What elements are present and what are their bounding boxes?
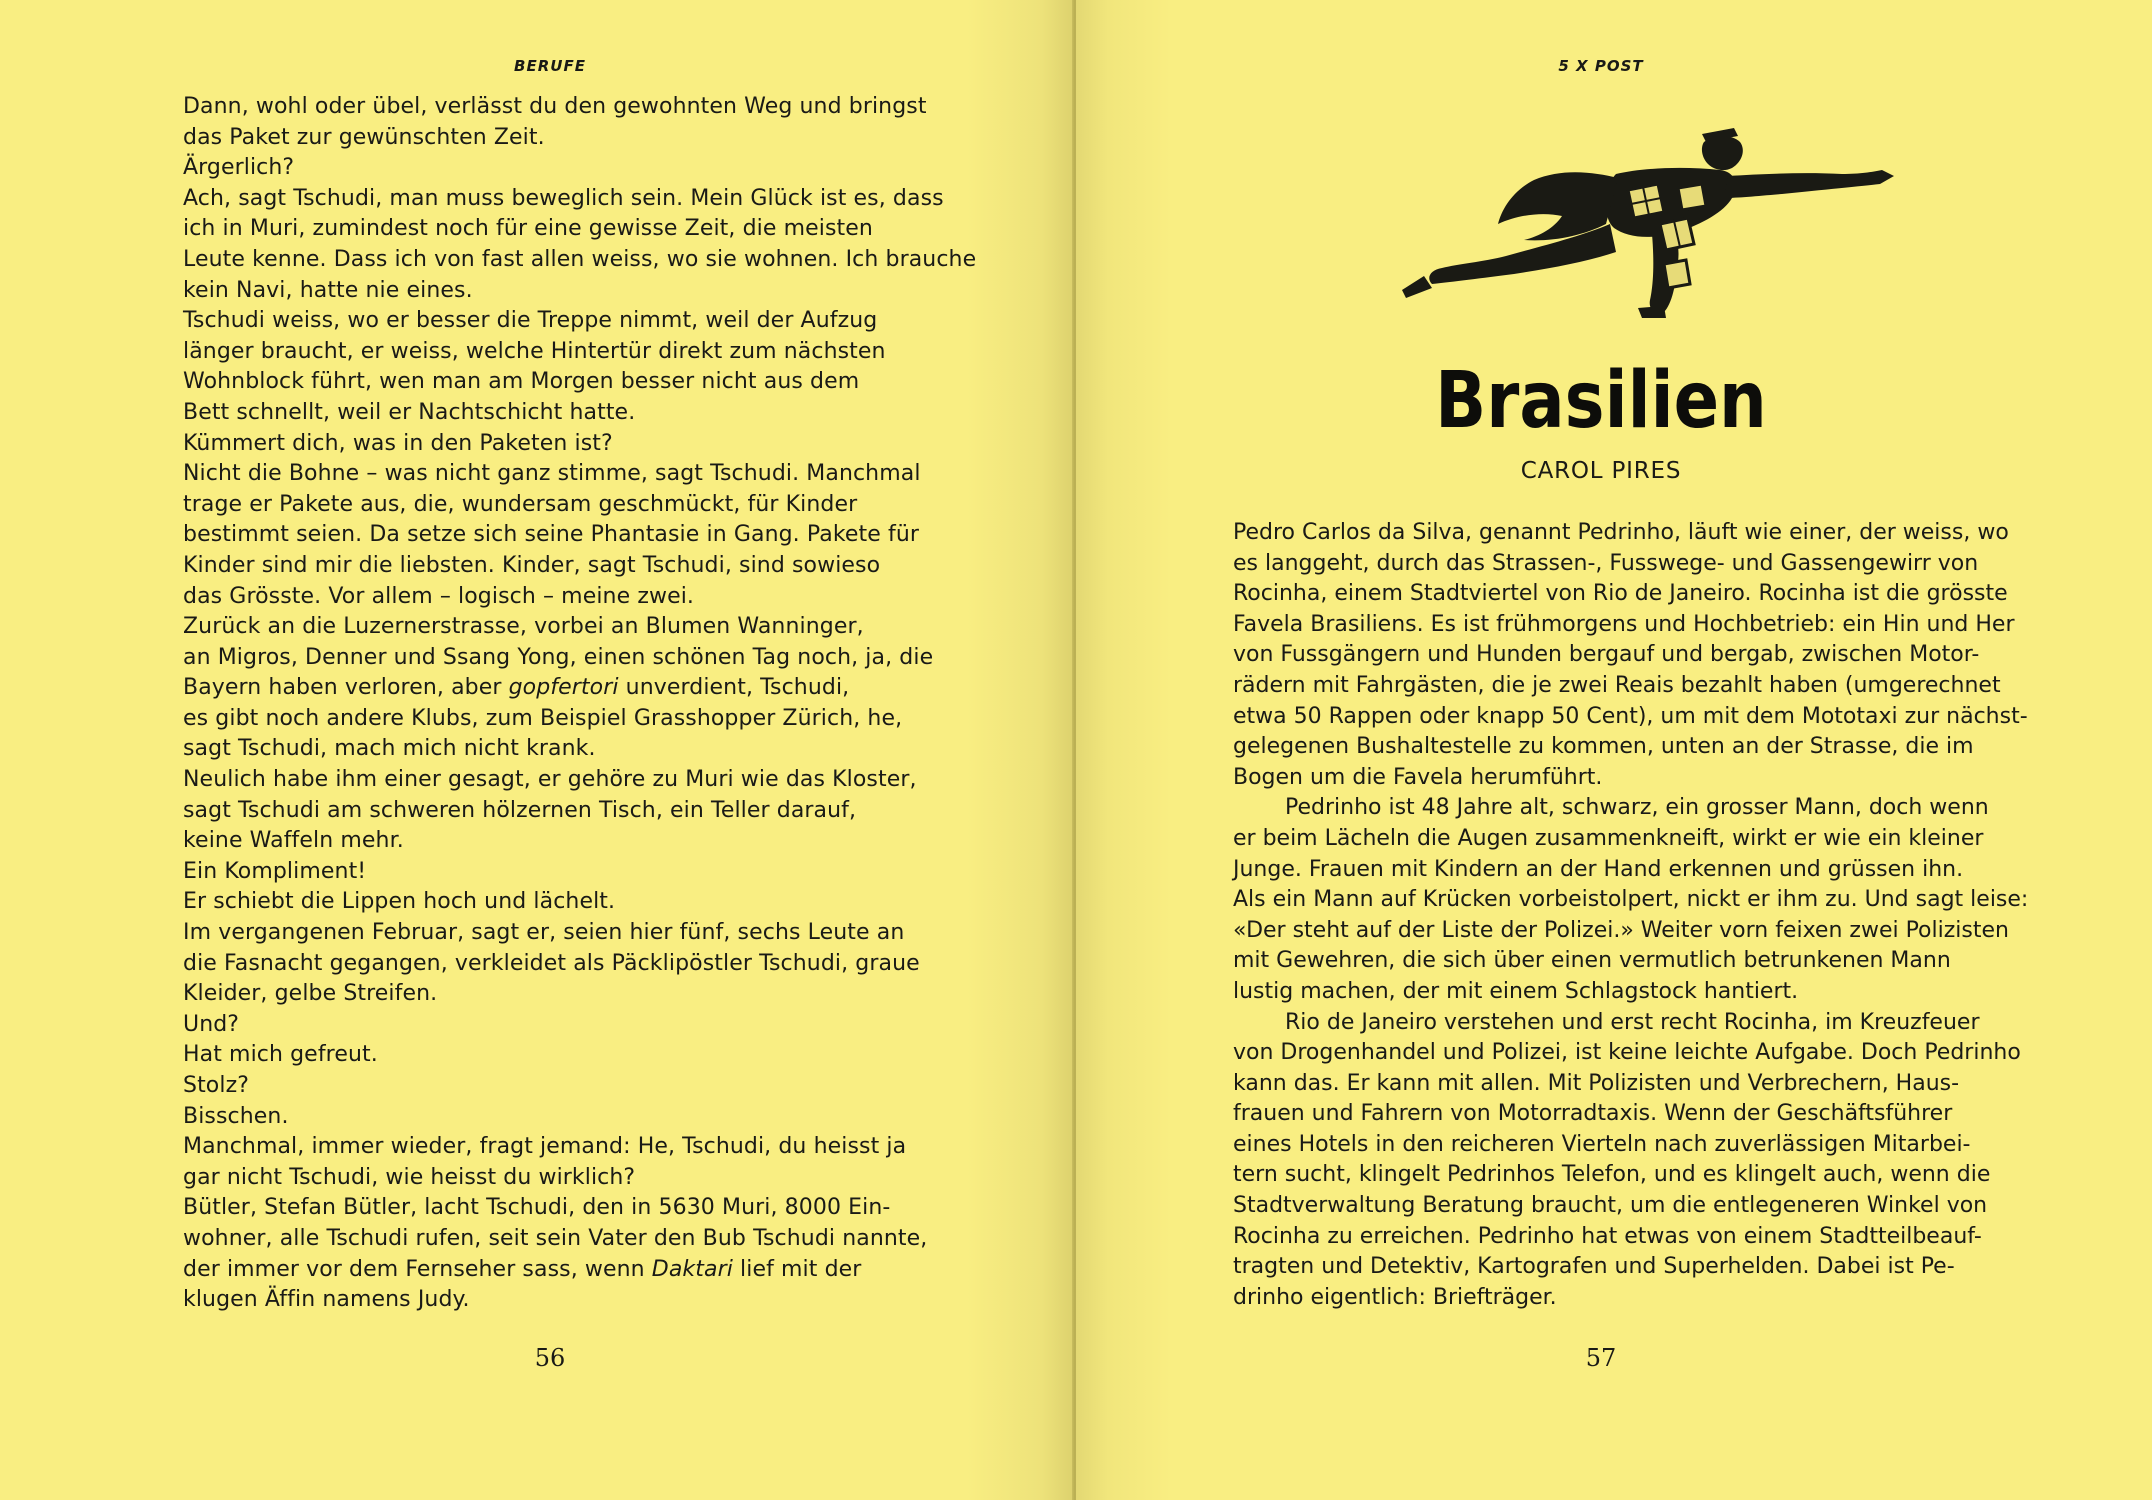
- left-page: [0, 0, 1074, 1500]
- text-line: länger braucht, er weiss, welche Hintertür direkt zum nächsten: [183, 338, 886, 364]
- text-run: lief mit der: [732, 1256, 862, 1282]
- text-line: frauen und Fahrern von Motorradtaxis. Wenn der Geschäftsführer: [1233, 1101, 1953, 1127]
- text-line: Dann, wohl oder übel, verlässt du den gewohnten Weg und bringst: [183, 94, 927, 119]
- text-line: etwa 50 Rappen oder knapp 50 Cent), um mit dem Mototaxi zur nächst-: [1233, 703, 2028, 729]
- running-head-right: 5 X POST: [1558, 57, 1644, 75]
- text-line: Manchmal, immer wieder, fragt jemand: He, Tschudi, du heisst ja: [183, 1134, 907, 1160]
- text-line: Wohnblock führt, wen man am Morgen besser nicht aus dem: [183, 369, 860, 395]
- text-line: Pedro Carlos da Silva, genannt Pedrinho, läuft wie einer, der weiss, wo: [1233, 520, 2009, 545]
- text-line: Stadtverwaltung Beratung braucht, um die entlegeneren Winkel von: [1233, 1193, 1988, 1219]
- text-line: gar nicht Tschudi, wie heisst du wirklich?: [183, 1164, 636, 1190]
- text-line: tern sucht, klingelt Pedrinhos Telefon, und es klingelt auch, wenn die: [1233, 1162, 1991, 1188]
- text-line: Kümmert dich, was in den Paketen ist?: [183, 430, 613, 456]
- text-line: von Fussgängern und Hunden bergauf und bergab, zwischen Motor-: [1233, 642, 1980, 668]
- page-number-right: 57: [1585, 1344, 1617, 1372]
- text-line: sagt Tschudi am schweren hölzernen Tisch, ein Teller darauf,: [183, 797, 857, 823]
- text-line: Nicht die Bohne – was nicht ganz stimme, sagt Tschudi. Manchmal: [183, 461, 921, 487]
- text-line: [183, 1255, 923, 1286]
- text-line: die Fasnacht gegangen, verkleidet als Päcklipöstler Tschudi, graue: [183, 950, 920, 976]
- text-line: Bisschen.: [183, 1103, 289, 1129]
- left-body-text: [183, 92, 977, 1316]
- article-author: CAROL PIRES: [1520, 458, 1682, 484]
- text-line: «Der steht auf der Liste der Polizei.» Weiter vorn feixen zwei Polizisten: [1233, 917, 2009, 943]
- text-line: Leute kenne. Dass ich von fast allen weiss, wo sie wohnen. Ich brauche: [183, 246, 977, 272]
- text-line: Ein Kompliment!: [183, 858, 367, 884]
- text-line: das Grösste. Vor allem – logisch – meine zwei.: [183, 583, 695, 609]
- flying-postman-illustration: [1402, 128, 1922, 318]
- text-line: bestimmt seien. Da setze sich seine Phantasie in Gang. Pakete für: [183, 522, 920, 548]
- right-body-text: [1233, 518, 2029, 1313]
- text-line: keine Waffeln mehr.: [183, 828, 404, 854]
- text-line: an Migros, Denner und Ssang Yong, einen schönen Tag noch, ja, die: [183, 644, 934, 670]
- italic-term: gopfertori: [508, 675, 619, 701]
- text-line: er beim Lächeln die Augen zusammenkneift, wirkt er wie ein kleiner: [1233, 825, 1984, 851]
- text-line: wohner, alle Tschudi rufen, seit sein Vater den Bub Tschudi nannte,: [183, 1225, 928, 1251]
- running-head-left: BERUFE: [514, 57, 586, 75]
- text-line: trage er Pakete aus, die, wundersam geschmückt, für Kinder: [183, 491, 858, 517]
- text-line: ich in Muri, zumindest noch für eine gewisse Zeit, die meisten: [183, 216, 873, 242]
- text-line: Kleider, gelbe Streifen.: [183, 981, 438, 1007]
- text-line: Ärgerlich?: [183, 155, 295, 181]
- text-line: Als ein Mann auf Krücken vorbeistolpert, nickt er ihm zu. Und sagt leise:: [1233, 887, 2029, 913]
- text-line: gelegenen Bushaltestelle zu kommen, unten an der Strasse, die im: [1233, 734, 1974, 760]
- text-line: mit Gewehren, die sich über einen vermutlich betrunkenen Mann: [1233, 948, 1951, 974]
- text-line: Pedrinho ist 48 Jahre alt, schwarz, ein grosser Mann, doch wenn: [1285, 795, 1989, 821]
- text-line: Rio de Janeiro verstehen und erst recht Rocinha, im Kreuzfeuer: [1285, 1009, 1980, 1035]
- page-number-left: 56: [534, 1344, 566, 1372]
- text-line: Bütler, Stefan Bütler, lacht Tschudi, den in 5630 Muri, 8000 Ein-: [183, 1195, 891, 1221]
- text-run: Bayern haben verloren, aber: [183, 675, 509, 701]
- text-line: eines Hotels in den reicheren Vierteln nach zuverlässigen Mitarbei-: [1233, 1131, 1971, 1157]
- text-line: Junge. Frauen mit Kindern an der Hand erkennen und grüssen ihn.: [1233, 856, 1964, 882]
- text-line: es langgeht, durch das Strassen-, Fusswege- und Gassengewirr von: [1233, 550, 1979, 576]
- text-line: Tschudi weiss, wo er besser die Treppe nimmt, weil der Aufzug: [183, 308, 878, 334]
- text-line: Bogen um die Favela herumführt.: [1233, 764, 1603, 790]
- italic-term: Daktari: [651, 1256, 733, 1282]
- text-line: das Paket zur gewünschten Zeit.: [183, 124, 545, 150]
- article-title: Brasilien: [1435, 356, 1767, 446]
- text-line: Und?: [183, 1011, 240, 1037]
- text-line: Er schiebt die Lippen hoch und lächelt.: [183, 889, 616, 915]
- text-line: Stolz?: [183, 1073, 249, 1098]
- text-line: Im vergangenen Februar, sagt er, seien hier fünf, sechs Leute an: [183, 920, 905, 946]
- text-line: kann das. Er kann mit allen. Mit Polizisten und Verbrechern, Haus-: [1233, 1070, 1960, 1096]
- text-line: Zurück an die Luzernerstrasse, vorbei an Blumen Wanninger,: [183, 614, 864, 640]
- text-line: Favela Brasiliens. Es ist frühmorgens und Hochbetrieb: ein Hin und Her: [1233, 611, 2015, 637]
- text-line: [183, 673, 923, 704]
- text-line: Kinder sind mir die liebsten. Kinder, sagt Tschudi, sind sowieso: [183, 552, 881, 578]
- text-line: rädern mit Fahrgästen, die je zwei Reais bezahlt haben (umgerechnet: [1233, 672, 2001, 698]
- text-line: von Drogenhandel und Polizei, ist keine leichte Aufgabe. Doch Pedrinho: [1233, 1040, 2021, 1066]
- text-line: kein Navi, hatte nie eines.: [183, 277, 473, 303]
- text-line: Ach, sagt Tschudi, man muss beweglich sein. Mein Glück ist es, dass: [183, 185, 944, 211]
- right-page: [1076, 0, 2152, 1500]
- text-line: sagt Tschudi, mach mich nicht krank.: [183, 736, 596, 762]
- text-line: Rocinha, einem Stadtviertel von Rio de Janeiro. Rocinha ist die grösste: [1233, 581, 2008, 607]
- text-run: der immer vor dem Fernseher sass, wenn: [183, 1256, 652, 1282]
- text-line: Neulich habe ihm einer gesagt, er gehöre zu Muri wie das Kloster,: [183, 767, 917, 793]
- text-line: Hat mich gefreut.: [183, 1042, 378, 1068]
- text-line: tragten und Detektiv, Kartografen und Superhelden. Dabei ist Pe-: [1233, 1254, 1955, 1280]
- text-run: unverdient, Tschudi,: [618, 675, 850, 701]
- text-line: lustig machen, der mit einem Schlagstock hantiert.: [1233, 978, 1799, 1004]
- text-line: Rocinha zu erreichen. Pedrinho hat etwas von einem Stadtteilbeauf-: [1233, 1223, 1982, 1249]
- text-line: es gibt noch andere Klubs, zum Beispiel Grasshopper Zürich, he,: [183, 705, 903, 731]
- text-line: Bett schnellt, weil er Nachtschicht hatte.: [183, 399, 636, 425]
- text-line: klugen Äffin namens Judy.: [183, 1287, 470, 1313]
- text-line: drinho eigentlich: Briefträger.: [1233, 1284, 1557, 1310]
